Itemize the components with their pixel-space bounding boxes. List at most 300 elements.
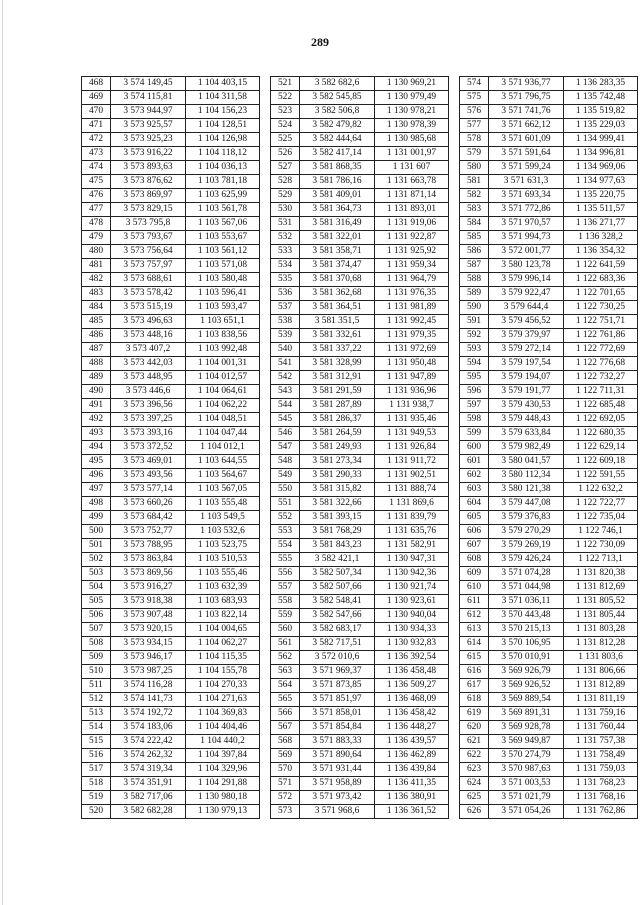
point-number-cell: 495 [82, 455, 111, 469]
x-coordinate-cell: 3 573 907,48 [111, 609, 186, 623]
point-number-cell: 535 [271, 273, 300, 287]
x-coordinate-cell: 3 573 397,25 [111, 413, 186, 427]
x-coordinate-cell: 3 571 973,42 [300, 791, 375, 805]
point-number-cell: 570 [271, 763, 300, 777]
x-coordinate-cell: 3 581 358,71 [300, 245, 375, 259]
x-coordinate-cell: 3 579 191,77 [489, 385, 564, 399]
page-number: 289 [311, 35, 329, 49]
table-row [271, 777, 449, 791]
y-coordinate-cell: 1 131 582,91 [375, 539, 449, 553]
y-coordinate-cell: 1 131 812,69 [564, 581, 638, 595]
table-row [460, 245, 638, 259]
x-coordinate-cell: 3 581 322,66 [300, 497, 375, 511]
x-coordinate-cell: 3 573 916,27 [111, 581, 186, 595]
x-coordinate-cell: 3 581 768,29 [300, 525, 375, 539]
y-coordinate-cell: 1 130 969,21 [375, 77, 449, 91]
x-coordinate-cell: 3 581 264,59 [300, 427, 375, 441]
x-coordinate-cell: 3 573 757,97 [111, 259, 186, 273]
point-number-cell: 588 [460, 273, 489, 287]
table-row [82, 665, 260, 679]
y-coordinate-cell: 1 103 822,14 [186, 609, 260, 623]
y-coordinate-cell: 1 104 155,78 [186, 665, 260, 679]
point-number-cell: 521 [271, 77, 300, 91]
point-number-cell: 533 [271, 245, 300, 259]
x-coordinate-cell: 3 570 274,79 [489, 749, 564, 763]
y-coordinate-cell: 1 122 641,59 [564, 259, 638, 273]
table-row [271, 231, 449, 245]
table-row [82, 399, 260, 413]
y-coordinate-cell: 1 104 118,12 [186, 147, 260, 161]
table-row [460, 343, 638, 357]
x-coordinate-cell: 3 570 987,63 [489, 763, 564, 777]
table-row [271, 147, 449, 161]
table-row [82, 217, 260, 231]
point-number-cell: 473 [82, 147, 111, 161]
x-coordinate-cell: 3 571 890,64 [300, 749, 375, 763]
point-number-cell: 550 [271, 483, 300, 497]
point-number-cell: 498 [82, 497, 111, 511]
y-coordinate-cell: 1 104 062,22 [186, 399, 260, 413]
point-number-cell: 621 [460, 735, 489, 749]
x-coordinate-cell: 3 572 010,6 [300, 651, 375, 665]
table-row [460, 637, 638, 651]
point-number-cell: 554 [271, 539, 300, 553]
x-coordinate-cell: 3 571 931,44 [300, 763, 375, 777]
table-gap [260, 76, 270, 819]
point-number-cell: 598 [460, 413, 489, 427]
x-coordinate-cell: 3 574 222,42 [111, 735, 186, 749]
y-coordinate-cell: 1 136 509,27 [375, 679, 449, 693]
coordinate-table-1 [81, 76, 260, 819]
table-row [82, 427, 260, 441]
point-number-cell: 597 [460, 399, 489, 413]
y-coordinate-cell: 1 131 663,78 [375, 175, 449, 189]
y-coordinate-cell: 1 103 555,48 [186, 497, 260, 511]
x-coordinate-cell: 3 573 448,16 [111, 329, 186, 343]
x-coordinate-cell: 3 571 851,97 [300, 693, 375, 707]
x-coordinate-cell: 3 571 958,89 [300, 777, 375, 791]
point-number-cell: 543 [271, 385, 300, 399]
table-row [82, 805, 260, 819]
x-coordinate-cell: 3 573 469,01 [111, 455, 186, 469]
table-row [82, 441, 260, 455]
y-coordinate-cell: 1 122 713,1 [564, 553, 638, 567]
point-number-cell: 587 [460, 259, 489, 273]
x-coordinate-cell: 3 574 192,72 [111, 707, 186, 721]
point-number-cell: 556 [271, 567, 300, 581]
x-coordinate-cell: 3 569 926,52 [489, 679, 564, 693]
point-number-cell: 572 [271, 791, 300, 805]
table-row [460, 511, 638, 525]
y-coordinate-cell: 1 131 805,52 [564, 595, 638, 609]
point-number-cell: 468 [82, 77, 111, 91]
table-row [271, 133, 449, 147]
x-coordinate-cell: 3 582 444,64 [300, 133, 375, 147]
x-coordinate-cell: 3 579 376,83 [489, 511, 564, 525]
x-coordinate-cell: 3 573 934,15 [111, 637, 186, 651]
point-number-cell: 605 [460, 511, 489, 525]
table-row [82, 287, 260, 301]
y-coordinate-cell: 1 104 270,33 [186, 679, 260, 693]
x-coordinate-cell: 3 571 968,6 [300, 805, 375, 819]
y-coordinate-cell: 1 103 838,56 [186, 329, 260, 343]
x-coordinate-cell: 3 573 925,23 [111, 133, 186, 147]
x-coordinate-cell: 3 569 928,78 [489, 721, 564, 735]
table-row [460, 539, 638, 553]
x-coordinate-cell: 3 571 054,26 [489, 805, 564, 819]
y-coordinate-cell: 1 122 591,55 [564, 469, 638, 483]
table-row [82, 259, 260, 273]
y-coordinate-cell: 1 103 571,08 [186, 259, 260, 273]
y-coordinate-cell: 1 103 580,48 [186, 273, 260, 287]
y-coordinate-cell: 1 131 760,44 [564, 721, 638, 735]
y-coordinate-cell: 1 136 439,84 [375, 763, 449, 777]
table-row [82, 343, 260, 357]
x-coordinate-cell: 3 573 756,64 [111, 245, 186, 259]
y-coordinate-cell: 1 104 047,44 [186, 427, 260, 441]
table-row [82, 329, 260, 343]
y-coordinate-cell: 1 131 964,79 [375, 273, 449, 287]
x-coordinate-cell: 3 573 688,61 [111, 273, 186, 287]
point-number-cell: 576 [460, 105, 489, 119]
y-coordinate-cell: 1 103 532,6 [186, 525, 260, 539]
point-number-cell: 623 [460, 763, 489, 777]
x-coordinate-cell: 3 571 994,73 [489, 231, 564, 245]
x-coordinate-cell: 3 581 322,01 [300, 231, 375, 245]
y-coordinate-cell: 1 136 462,89 [375, 749, 449, 763]
point-number-cell: 502 [82, 553, 111, 567]
x-coordinate-cell: 3 579 270,29 [489, 525, 564, 539]
table-row [460, 735, 638, 749]
table-row [460, 805, 638, 819]
table-row [271, 581, 449, 595]
x-coordinate-cell: 3 573 863,84 [111, 553, 186, 567]
x-coordinate-cell: 3 573 893,63 [111, 161, 186, 175]
x-coordinate-cell: 3 570 010,91 [489, 651, 564, 665]
point-number-cell: 562 [271, 651, 300, 665]
point-number-cell: 595 [460, 371, 489, 385]
point-number-cell: 485 [82, 315, 111, 329]
point-number-cell: 557 [271, 581, 300, 595]
y-coordinate-cell: 1 131 972,69 [375, 343, 449, 357]
point-number-cell: 583 [460, 203, 489, 217]
table-row [460, 315, 638, 329]
x-coordinate-cell: 3 581 337,22 [300, 343, 375, 357]
x-coordinate-cell: 3 582 507,34 [300, 567, 375, 581]
x-coordinate-cell: 3 571 969,37 [300, 665, 375, 679]
table-row [271, 91, 449, 105]
y-coordinate-cell: 1 104 064,61 [186, 385, 260, 399]
table-row [460, 665, 638, 679]
point-number-cell: 504 [82, 581, 111, 595]
table-row [82, 567, 260, 581]
x-coordinate-cell: 3 581 409,01 [300, 189, 375, 203]
table-row [460, 721, 638, 735]
x-coordinate-cell: 3 581 362,68 [300, 287, 375, 301]
x-coordinate-cell: 3 570 106,95 [489, 637, 564, 651]
point-number-cell: 484 [82, 301, 111, 315]
point-number-cell: 541 [271, 357, 300, 371]
point-number-cell: 549 [271, 469, 300, 483]
point-number-cell: 614 [460, 637, 489, 651]
x-coordinate-cell: 3 569 891,31 [489, 707, 564, 721]
table-row [460, 679, 638, 693]
x-coordinate-cell: 3 571 741,76 [489, 105, 564, 119]
x-coordinate-cell: 3 582 682,6 [300, 77, 375, 91]
point-number-cell: 608 [460, 553, 489, 567]
point-number-cell: 479 [82, 231, 111, 245]
x-coordinate-cell: 3 579 197,54 [489, 357, 564, 371]
y-coordinate-cell: 1 131 001,97 [375, 147, 449, 161]
x-coordinate-cell: 3 579 426,24 [489, 553, 564, 567]
x-coordinate-cell: 3 571 854,84 [300, 721, 375, 735]
y-coordinate-cell: 1 130 932,83 [375, 637, 449, 651]
table-row [82, 315, 260, 329]
x-coordinate-cell: 3 571 796,75 [489, 91, 564, 105]
table-row [460, 469, 638, 483]
x-coordinate-cell: 3 573 793,67 [111, 231, 186, 245]
x-coordinate-cell: 3 573 372,52 [111, 441, 186, 455]
y-coordinate-cell: 1 131 893,01 [375, 203, 449, 217]
y-coordinate-cell: 1 122 722,77 [564, 497, 638, 511]
y-coordinate-cell: 1 122 701,65 [564, 287, 638, 301]
table-row [460, 259, 638, 273]
x-coordinate-cell: 3 573 987,25 [111, 665, 186, 679]
point-number-cell: 615 [460, 651, 489, 665]
table-row [82, 791, 260, 805]
point-number-cell: 593 [460, 343, 489, 357]
y-coordinate-cell: 1 130 942,36 [375, 567, 449, 581]
x-coordinate-cell: 3 569 926,79 [489, 665, 564, 679]
point-number-cell: 575 [460, 91, 489, 105]
y-coordinate-cell: 1 104 329,96 [186, 763, 260, 777]
table-row [271, 77, 449, 91]
table-row [82, 469, 260, 483]
y-coordinate-cell: 1 136 354,32 [564, 245, 638, 259]
table-row [82, 693, 260, 707]
table-row [82, 147, 260, 161]
y-coordinate-cell: 1 131 806,66 [564, 665, 638, 679]
x-coordinate-cell: 3 571 074,28 [489, 567, 564, 581]
y-coordinate-cell: 1 104 126,98 [186, 133, 260, 147]
point-number-cell: 478 [82, 217, 111, 231]
y-coordinate-cell: 1 131 979,35 [375, 329, 449, 343]
point-number-cell: 573 [271, 805, 300, 819]
y-coordinate-cell: 1 122 632,2 [564, 483, 638, 497]
y-coordinate-cell: 1 136 392,54 [375, 651, 449, 665]
x-coordinate-cell: 3 579 447,08 [489, 497, 564, 511]
x-coordinate-cell: 3 581 316,49 [300, 217, 375, 231]
table-row [460, 525, 638, 539]
table-row [460, 147, 638, 161]
point-number-cell: 490 [82, 385, 111, 399]
y-coordinate-cell: 1 136 468,09 [375, 693, 449, 707]
y-coordinate-cell: 1 130 985,68 [375, 133, 449, 147]
table-row [460, 581, 638, 595]
point-number-cell: 514 [82, 721, 111, 735]
point-number-cell: 551 [271, 497, 300, 511]
table-row [460, 413, 638, 427]
y-coordinate-cell: 1 131 959,34 [375, 259, 449, 273]
table-row [82, 161, 260, 175]
point-number-cell: 619 [460, 707, 489, 721]
point-number-cell: 580 [460, 161, 489, 175]
y-coordinate-cell: 1 104 440,2 [186, 735, 260, 749]
x-coordinate-cell: 3 569 949,87 [489, 735, 564, 749]
table-row [82, 735, 260, 749]
y-coordinate-cell: 1 103 596,41 [186, 287, 260, 301]
y-coordinate-cell: 1 136 439,57 [375, 735, 449, 749]
x-coordinate-cell: 3 574 115,81 [111, 91, 186, 105]
point-number-cell: 511 [82, 679, 111, 693]
y-coordinate-cell: 1 131 925,92 [375, 245, 449, 259]
y-coordinate-cell: 1 131 820,38 [564, 567, 638, 581]
y-coordinate-cell: 1 131 919,06 [375, 217, 449, 231]
table-row [460, 399, 638, 413]
y-coordinate-cell: 1 104 397,84 [186, 749, 260, 763]
y-coordinate-cell: 1 131 758,49 [564, 749, 638, 763]
x-coordinate-cell: 3 574 183,06 [111, 721, 186, 735]
point-number-cell: 612 [460, 609, 489, 623]
y-coordinate-cell: 1 134 969,06 [564, 161, 638, 175]
point-number-cell: 505 [82, 595, 111, 609]
x-coordinate-cell: 3 579 448,43 [489, 413, 564, 427]
table-row [460, 595, 638, 609]
table-row [460, 287, 638, 301]
y-coordinate-cell: 1 136 328,2 [564, 231, 638, 245]
x-coordinate-cell: 3 572 001,77 [489, 245, 564, 259]
point-number-cell: 489 [82, 371, 111, 385]
x-coordinate-cell: 3 574 116,28 [111, 679, 186, 693]
y-coordinate-cell: 1 104 012,57 [186, 371, 260, 385]
x-coordinate-cell: 3 581 290,33 [300, 469, 375, 483]
y-coordinate-cell: 1 130 921,74 [375, 581, 449, 595]
y-coordinate-cell: 1 103 781,18 [186, 175, 260, 189]
x-coordinate-cell: 3 581 287,89 [300, 399, 375, 413]
point-number-cell: 522 [271, 91, 300, 105]
y-coordinate-cell: 1 104 291,88 [186, 777, 260, 791]
table-row [271, 371, 449, 385]
point-number-cell: 477 [82, 203, 111, 217]
table-row [271, 315, 449, 329]
x-coordinate-cell: 3 579 922,47 [489, 287, 564, 301]
y-coordinate-cell: 1 136 458,48 [375, 665, 449, 679]
point-number-cell: 529 [271, 189, 300, 203]
x-coordinate-cell: 3 574 262,32 [111, 749, 186, 763]
x-coordinate-cell: 3 581 370,68 [300, 273, 375, 287]
y-coordinate-cell: 1 131 803,6 [564, 651, 638, 665]
y-coordinate-cell: 1 122 730,09 [564, 539, 638, 553]
table-row [271, 609, 449, 623]
point-number-cell: 480 [82, 245, 111, 259]
point-number-cell: 584 [460, 217, 489, 231]
table-row [82, 623, 260, 637]
point-number-cell: 532 [271, 231, 300, 245]
y-coordinate-cell: 1 122 772,69 [564, 343, 638, 357]
table-row [82, 707, 260, 721]
y-coordinate-cell: 1 103 564,67 [186, 469, 260, 483]
table-row [82, 581, 260, 595]
x-coordinate-cell: 3 571 693,34 [489, 189, 564, 203]
point-number-cell: 470 [82, 105, 111, 119]
y-coordinate-cell: 1 131 871,14 [375, 189, 449, 203]
y-coordinate-cell: 1 136 458,42 [375, 707, 449, 721]
x-coordinate-cell: 3 571 772,86 [489, 203, 564, 217]
table-row [271, 469, 449, 483]
y-coordinate-cell: 1 131 888,74 [375, 483, 449, 497]
point-number-cell: 525 [271, 133, 300, 147]
table-row [271, 413, 449, 427]
point-number-cell: 516 [82, 749, 111, 763]
y-coordinate-cell: 1 103 593,47 [186, 301, 260, 315]
y-coordinate-cell: 1 131 992,45 [375, 315, 449, 329]
table-row [460, 203, 638, 217]
x-coordinate-cell: 3 582 548,41 [300, 595, 375, 609]
table-row [82, 609, 260, 623]
point-number-cell: 482 [82, 273, 111, 287]
y-coordinate-cell: 1 122 746,1 [564, 525, 638, 539]
x-coordinate-cell: 3 573 925,57 [111, 119, 186, 133]
y-coordinate-cell: 1 104 004,65 [186, 623, 260, 637]
point-number-cell: 564 [271, 679, 300, 693]
table-row [271, 175, 449, 189]
table-row [271, 329, 449, 343]
y-coordinate-cell: 1 122 683,36 [564, 273, 638, 287]
x-coordinate-cell: 3 579 456,52 [489, 315, 564, 329]
table-row [460, 161, 638, 175]
y-coordinate-cell: 1 135 742,48 [564, 91, 638, 105]
point-number-cell: 578 [460, 133, 489, 147]
y-coordinate-cell: 1 136 411,35 [375, 777, 449, 791]
point-number-cell: 607 [460, 539, 489, 553]
table-row [271, 399, 449, 413]
x-coordinate-cell: 3 571 601,09 [489, 133, 564, 147]
point-number-cell: 555 [271, 553, 300, 567]
x-coordinate-cell: 3 579 379,97 [489, 329, 564, 343]
x-coordinate-cell: 3 582 683,17 [300, 623, 375, 637]
x-coordinate-cell: 3 580 112,34 [489, 469, 564, 483]
table-row [460, 371, 638, 385]
y-coordinate-cell: 1 103 625,99 [186, 189, 260, 203]
y-coordinate-cell: 1 103 510,53 [186, 553, 260, 567]
table-row [460, 133, 638, 147]
x-coordinate-cell: 3 581 374,47 [300, 259, 375, 273]
table-row [460, 455, 638, 469]
table-row [271, 763, 449, 777]
y-coordinate-cell: 1 103 992,48 [186, 343, 260, 357]
y-coordinate-cell: 1 136 283,35 [564, 77, 638, 91]
y-coordinate-cell: 1 104 128,51 [186, 119, 260, 133]
y-coordinate-cell: 1 135 229,03 [564, 119, 638, 133]
point-number-cell: 523 [271, 105, 300, 119]
table-row [271, 721, 449, 735]
table-row [460, 791, 638, 805]
y-coordinate-cell: 1 103 561,12 [186, 245, 260, 259]
y-coordinate-cell: 1 131 922,87 [375, 231, 449, 245]
table-row [271, 343, 449, 357]
table-row [460, 385, 638, 399]
table-row [460, 91, 638, 105]
y-coordinate-cell: 1 122 776,68 [564, 357, 638, 371]
x-coordinate-cell: 3 581 786,16 [300, 175, 375, 189]
table-row [82, 385, 260, 399]
point-number-cell: 574 [460, 77, 489, 91]
x-coordinate-cell: 3 579 982,49 [489, 441, 564, 455]
y-coordinate-cell: 1 131 768,23 [564, 777, 638, 791]
point-number-cell: 594 [460, 357, 489, 371]
table-row [271, 105, 449, 119]
table-row [82, 357, 260, 371]
